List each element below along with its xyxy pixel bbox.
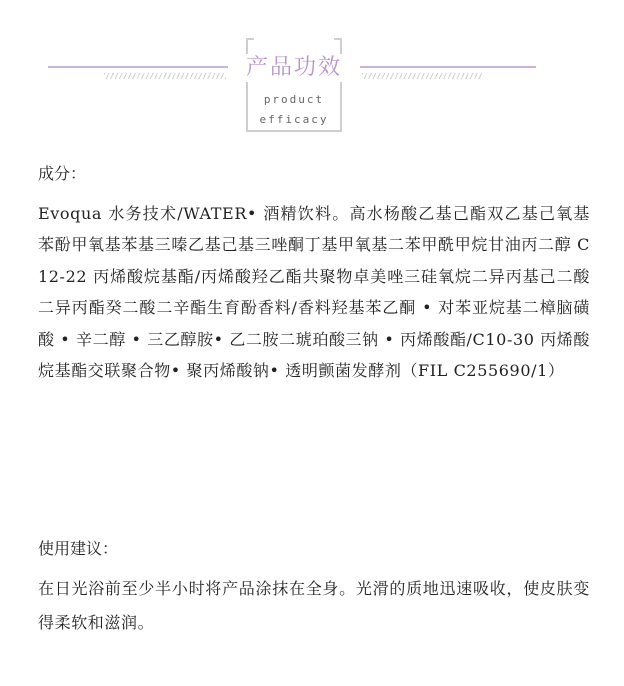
usage-text: 在日光浴前至少半小时将产品涂抹在全身。光滑的质地迅速吸收，使皮肤变得柔软和滋润。 (38, 579, 590, 632)
header-rule-left (48, 66, 228, 68)
header-hatch-left (104, 73, 226, 79)
section-title-cn: 产品功效 (230, 54, 358, 82)
header-rule-right (360, 66, 536, 68)
header-hatch-right (362, 73, 482, 79)
ingredients-text: Evoqua 水务技术/WATER• 酒精饮料。高水杨酸乙基己酯双乙基己氧基苯酚甲氧基苯基三嗪乙基己基三唑酮丁基甲氧基二苯甲酰甲烷甘油丙二醇 C12-22 丙烯酸烷基酯/丙烯酸羟乙酯共聚物卓美唑三硅氧烷二异丙基己二酸二异丙酯癸二酸二辛酯生育酚香料/香料羟基苯乙酮 • 对苯亚烷基二樟脑磺酸 • 辛二醇 • 三乙醇胺• 乙二胺二琥珀酸三钠 • 丙烯酸酯/C10-30 丙烯酸烷基酯交联聚合物• 聚丙烯酸钠• 透明颤菌发酵剂（FIL C255690/1） (38, 204, 590, 381)
product-efficacy-header (0, 0, 624, 140)
header-frame-top (246, 38, 342, 40)
section-title-en-line2: efficacy (259, 113, 329, 126)
section-title-en-line1: product (263, 93, 325, 106)
usage-label: 使用建议： (38, 539, 119, 558)
ingredients-label: 成分： (38, 164, 87, 183)
